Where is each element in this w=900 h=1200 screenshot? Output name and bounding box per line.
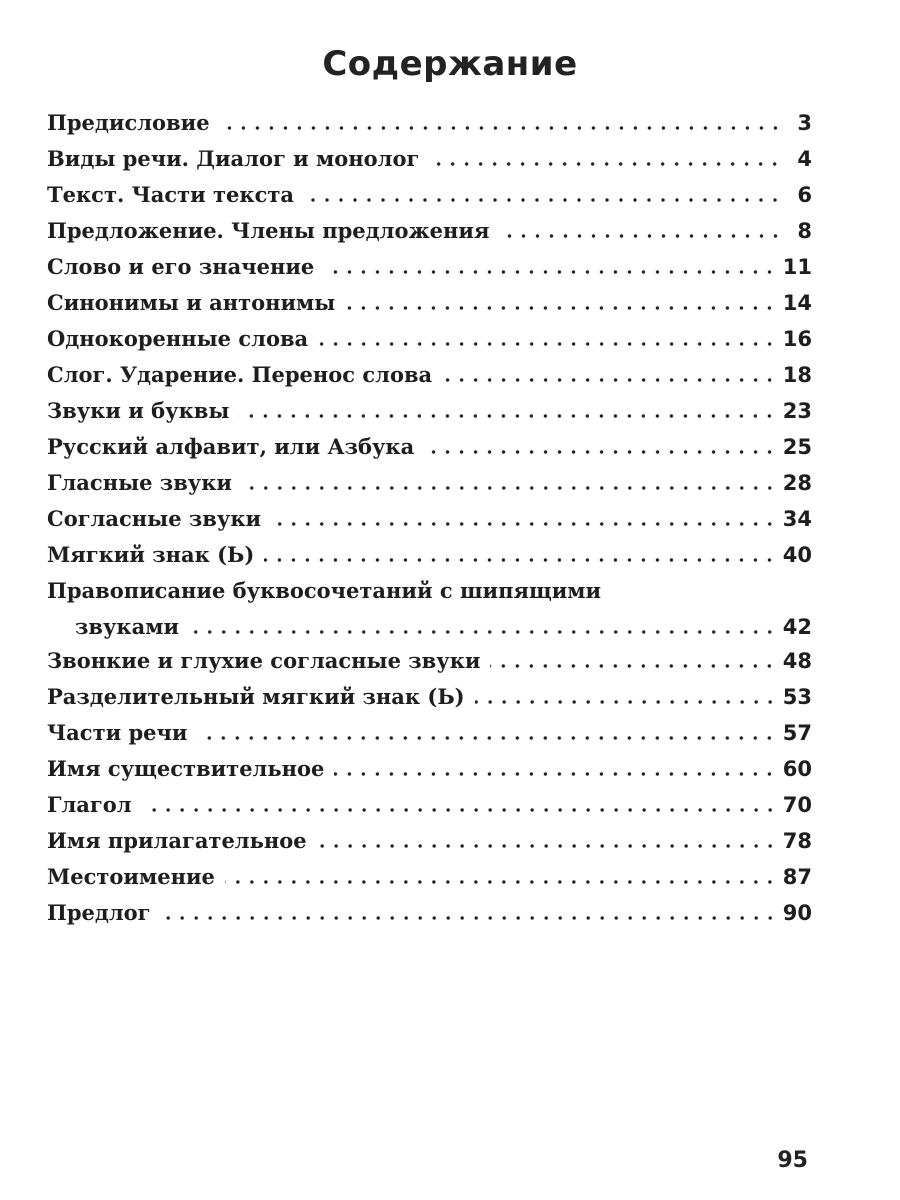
toc-entry[interactable] (47, 285, 812, 321)
toc-entry-title: Предисловие (47, 110, 210, 135)
toc-entry-page: 3 (797, 111, 812, 135)
dot-leader (271, 521, 777, 527)
toc-entry[interactable] (47, 213, 812, 249)
toc-entry[interactable] (47, 141, 812, 177)
dot-leader (197, 735, 776, 741)
dot-leader (304, 197, 782, 203)
toc-entry-page: 48 (782, 649, 812, 673)
dot-leader (424, 449, 777, 455)
toc-entry-page: 87 (782, 865, 812, 889)
dot-leader (429, 161, 782, 167)
dot-leader (242, 485, 777, 491)
toc-entry-page: 90 (782, 901, 812, 925)
toc-entry-page: 40 (782, 543, 812, 567)
toc-entry-title: Имя существительное (47, 756, 325, 781)
dot-leader (239, 413, 776, 419)
toc-entry-title: Части речи (47, 720, 188, 745)
toc-entry-title: Предложение. Члены предложения (47, 218, 490, 243)
toc-entry-page: 28 (782, 471, 812, 495)
dot-leader (490, 663, 776, 669)
toc-entry-page: 23 (782, 399, 812, 423)
dot-leader (161, 915, 777, 921)
toc-entry-page: 53 (782, 685, 812, 709)
toc-entry-title: Предлог (47, 900, 151, 925)
dot-leader (334, 771, 776, 777)
dot-leader (189, 629, 777, 635)
toc-entry-title: Имя прилагательное (47, 828, 307, 853)
dot-leader (317, 843, 777, 849)
toc-entry[interactable] (47, 787, 812, 823)
toc-entry-title: Текст. Части текста (47, 182, 294, 207)
toc-entry-page: 42 (782, 615, 812, 639)
toc-entry[interactable] (47, 501, 812, 537)
toc-entry[interactable] (47, 465, 812, 501)
toc-entry-page: 60 (782, 757, 812, 781)
toc-entry-page: 70 (782, 793, 812, 817)
toc-entry-page: 4 (797, 147, 812, 171)
dot-leader (225, 879, 777, 885)
toc-entry-title: Мягкий знак (Ь) (47, 542, 255, 567)
dot-leader (318, 341, 777, 347)
toc-entry[interactable] (47, 679, 812, 715)
toc-entry[interactable] (47, 715, 812, 751)
toc-entry[interactable] (47, 393, 812, 429)
toc-entry-title: Глагол (47, 792, 132, 817)
dot-leader (475, 699, 777, 705)
toc-entry-title-continuation: звуками (75, 614, 180, 639)
toc-entry-title: Местоимение (47, 864, 215, 889)
table-of-contents (47, 105, 812, 931)
toc-entry-title: Согласные звуки (47, 506, 262, 531)
page-number: 95 (777, 1148, 808, 1173)
toc-entry-title: Русский алфавит, или Азбука (47, 434, 415, 459)
toc-entry-title: Однокоренные слова (47, 326, 309, 351)
toc-entry-page: 8 (797, 219, 812, 243)
dot-leader (220, 125, 782, 131)
toc-entry-page: 16 (782, 327, 812, 351)
toc-entry[interactable] (47, 537, 812, 573)
toc-entry-page: 11 (782, 255, 812, 279)
toc-entry-page: 78 (782, 829, 812, 853)
toc-entry[interactable] (47, 643, 812, 679)
toc-entry-title: Синонимы и антонимы (47, 290, 336, 315)
toc-entry[interactable] (47, 249, 812, 285)
toc-entry-page: 57 (782, 721, 812, 745)
toc-entry-page: 14 (782, 291, 812, 315)
toc-entry-title: Слог. Ударение. Перенос слова (47, 362, 433, 387)
toc-entry-title: Разделительный мягкий знак (Ь) (47, 684, 465, 709)
toc-entry-title: Слово и его значение (47, 254, 315, 279)
toc-entry[interactable] (47, 751, 812, 787)
dot-leader (324, 269, 776, 275)
toc-entry-page: 34 (782, 507, 812, 531)
toc-entry[interactable] (47, 357, 812, 393)
toc-entry-title: Виды речи. Диалог и монолог (47, 146, 420, 171)
toc-entry[interactable] (47, 859, 812, 895)
page-title: Содержание (322, 44, 578, 84)
dot-leader (500, 233, 782, 239)
toc-entry-title: Правописание буквосочетаний с шипящими (47, 578, 602, 603)
toc-entry-page: 6 (797, 183, 812, 207)
toc-entry-page: 18 (782, 363, 812, 387)
toc-entry[interactable] (47, 573, 812, 643)
dot-leader (442, 377, 777, 383)
toc-entry-title: Звуки и буквы (47, 398, 230, 423)
toc-entry[interactable] (47, 895, 812, 931)
toc-entry[interactable] (47, 823, 812, 859)
dot-leader (142, 807, 777, 813)
toc-entry-title: Гласные звуки (47, 470, 232, 495)
dot-leader (345, 305, 776, 311)
toc-entry[interactable] (47, 429, 812, 465)
toc-entry-title: Звонкие и глухие согласные звуки (47, 648, 481, 673)
toc-entry-page: 25 (782, 435, 812, 459)
toc-entry[interactable] (47, 177, 812, 213)
dot-leader (264, 557, 776, 563)
toc-entry[interactable] (47, 105, 812, 141)
toc-entry[interactable] (47, 321, 812, 357)
